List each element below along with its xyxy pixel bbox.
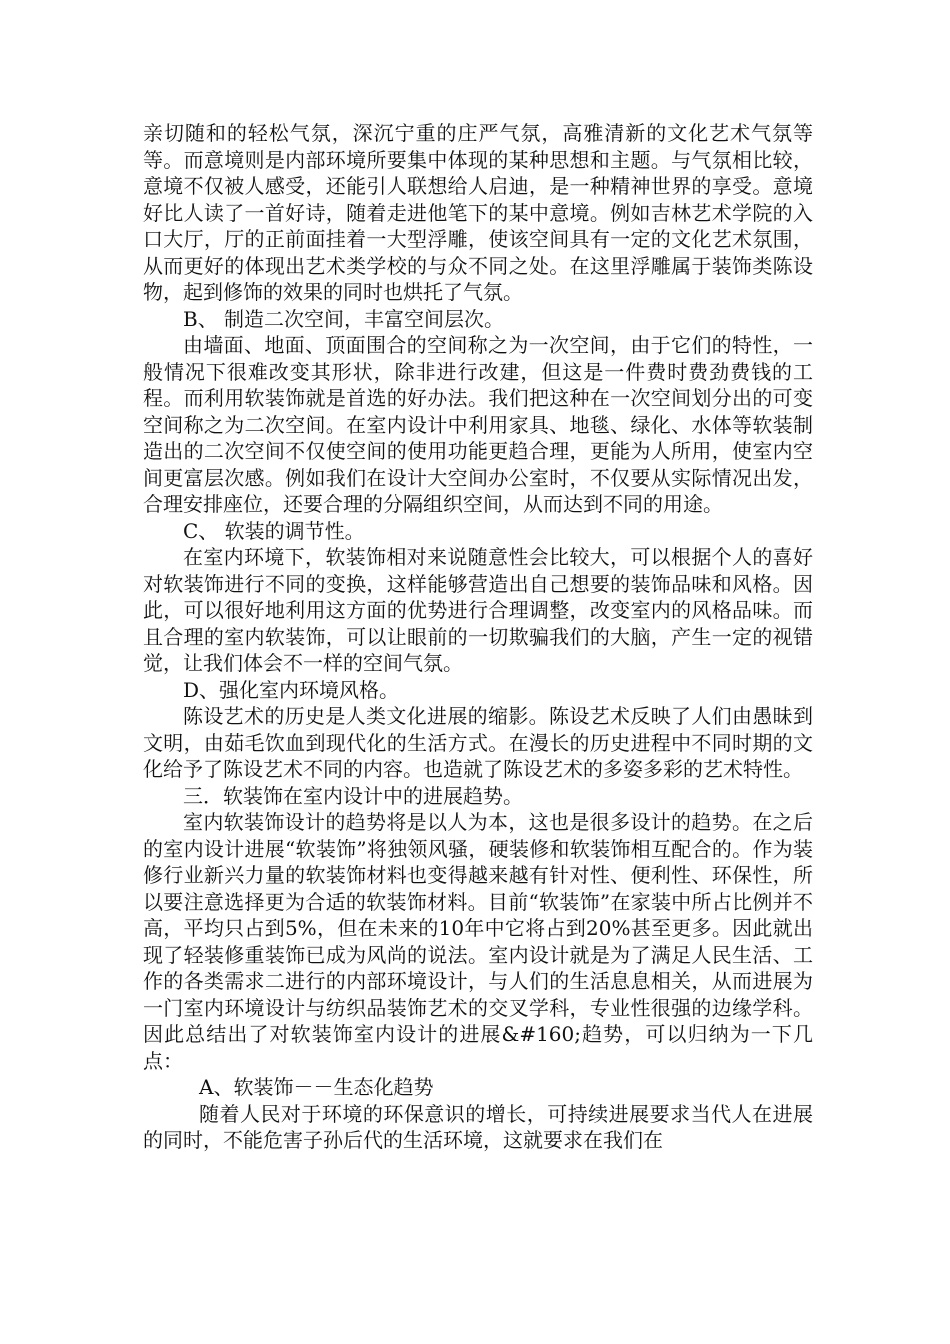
paragraph: 室内软装饰设计的趋势将是以人为本，这也是很多设计的趋势。在之后的室内设计进展“软装饰”将独领风骚，硬装修和软装饰相互配合的。作为装修行业新兴力量的软装饰材料也变得越来越有针对性、便利性、环保性，所以要注意选择更为合适的软装饰材料。目前“软装饰”在家装中所占比例并不高，平均只占到5%，但在未来的10年中它将占到20%甚至更多。因此就出现了轻装修重装饰已成为风尚的说法。室内设计就是为了满足人民生活、工作的各类需求二进行的内部环境设计，与人们的生活息息相关，从而进展为一门室内环境设计与纺织品装饰艺术的交叉学科，专业性很强的边缘学科。因此总结出了对软装饰室内设计的进展&#160;趋势，可以归纳为一下几点： (143, 810, 813, 1073)
paragraph: 由墙面、地面、顶面围合的空间称之为一次空间，由于它们的特性，一般情况下很难改变其形状，除非进行改建，但这是一件费时费劲费钱的工程。而利用软装饰就是首选的好办法。我们把这种在一次空间划分出的可变空间称之为二次空间。在室内设计中利用家具、地毯、绿化、水体等软装制造出的二次空间不仅使空间的使用功能更趋合理，更能为人所用，使室内空间更富层次感。例如我们在设计大空间办公室时，不仅要从实际情况出发，合理安排座位，还要合理的分隔组织空间，从而达到不同的用途。 (143, 333, 813, 516)
section-heading-a: A、软装饰－－生态化趋势 (199, 1075, 434, 1099)
document-body (143, 120, 813, 1154)
section-heading-d: D、强化室内环境风格。 (183, 677, 400, 702)
paragraph: 陈设艺术的历史是人类文化进展的缩影。陈设艺术反映了人们由愚昧到文明，由茹毛饮血到现代化的生活方式。在漫长的历史进程中不同时期的文化给予了陈设艺术不同的内容。也造就了陈设艺术的多姿多彩的艺术特性。 (143, 704, 813, 781)
paragraph: 随着人民对于环境的环保意识的增长，可持续进展要求当代人在进展的同时，不能危害子孙后代的生活环境，这就要求在我们在 (143, 1101, 813, 1152)
paragraph: 在室内环境下，软装饰相对来说随意性会比较大，可以根据个人的喜好对软装饰进行不同的变换，这样能够营造出自己想要的装饰品味和风格。因此，可以很好地利用这方面的优势进行合理调整，改变室内的风格品味。而且合理的室内软装饰，可以让眼前的一切欺骗我们的大脑，产生一定的视错觉，让我们体会不一样的空间气氛。 (143, 545, 813, 675)
section-heading-3: 三．软装饰在室内设计中的进展趋势。 (183, 783, 523, 808)
section-heading-c: C、 软装的调节性。 (183, 518, 365, 543)
section-heading-b: B、 制造二次空间，丰富空间层次。 (183, 306, 505, 331)
paragraph: 亲切随和的轻松气氛，深沉宁重的庄严气氛，高雅清新的文化艺术气氛等等。而意境则是内部环境所要集中体现的某种思想和主题。与气氛相比较，意境不仅被人感受，还能引人联想给人启迪，是一种精神世界的享受。意境好比人读了一首好诗，随着走进他笔下的某中意境。例如吉林艺术学院的入口大厅，厅的正前面挂着一大型浮雕，使该空间具有一定的文化艺术氛围，从而更好的体现出艺术类学校的与众不同之处。在这里浮雕属于装饰类陈设物，起到修饰的效果的同时也烘托了气氛。 (143, 121, 813, 304)
